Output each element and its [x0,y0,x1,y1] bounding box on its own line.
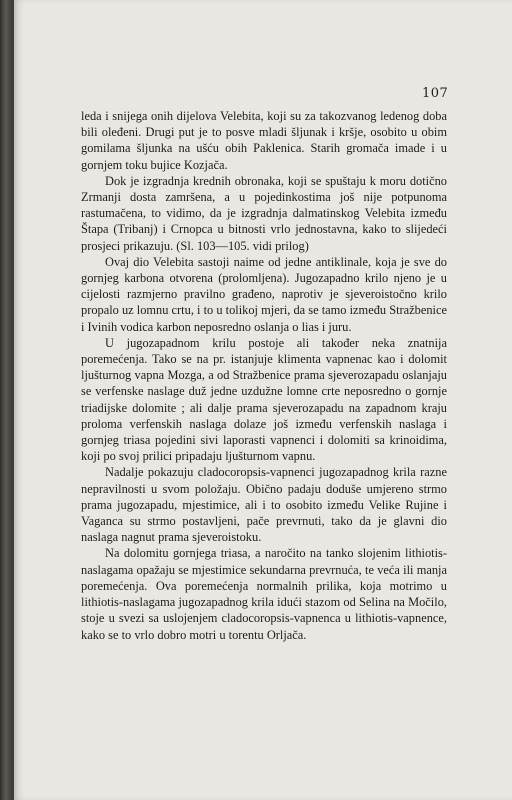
paragraph-3: Ovaj dio Velebita sastoji naime od jedne antiklinale, koja je sve do gornjeg karbona otvorena (prolomljena). Jugozapadno krilo njeno je u cijelosti razmjerno pravilno građeno, naprotiv je sjeveroistočno krilo propalo uz lomnu crtu, i to u tolikoj mjeri, da se tamo između Stražbenice i Ivinih vodica karbon neposredno oslanja o lias i juru. [81,254,447,334]
paragraph-4: U jugozapadnom krilu postoje ali također neka znatnija poremećenja. Tako se na pr. istanjuje klimenta vapnenac kao i dolomit ljušturnog vapna Mozga, a od Stražbenice prama sjeverozapadu oslanjaju se verfenske naslage duž jedne uzdužne lomne crte neposredno o gornje triadijske dolomite ; ali dalje prama sjeverozapadu na zapadnom kraju proloma verfenskih naslaga dolaze još između verfenskih naslaga i gornjeg triasa pojedini sivi laporasti vapnenci i dolomiti sa krinoidima, koji po svoj prilici pripadaju ljušturnom vapnu. [81,335,447,464]
paragraph-5: Nadalje pokazuju cladocoropsis-vapnenci jugozapadnog krila razne nepravilnosti u svom položaju. Obično padaju doduše umjereno strmo prama jugozapadu, mjestimice, ali i to osobito između Velike Rujine i Vaganca su strmo postavljeni, pače prevrnuti, tako da je glavni dio naslaga nagnut prama sjeveroistoku. [81,465,447,545]
paragraph-2: Dok je izgradnja krednih obronaka, koji se spuštaju k moru dotično Zrmanji dosta zamršena, a u pojedinkostima još nije potpunoma rastumačena, to vidimo, da je izgradnja dalmatinskog Velebita između Štapa (Tribanj) i Crnopca u bitnosti vrlo jednostavna, kako to slijedeći prosjeci prikazuju. (Sl. 103—105. vidi prilog) [81,173,447,253]
page-number: 107 [422,86,449,101]
book-page [14,0,512,800]
body-text [81,108,447,643]
paragraph-6: Na dolomitu gornjega triasa, a naročito na tanko slojenim lithiotis-naslagama opažaju se mjestimice sekundarna prevrnuća, te veća ili manja poremećenja. Ova poremećenja normalnih prilika, koja motrimo u lithiotis-naslagama jugozapadnog krila idući stazom od Selina na Močilo, stoje u svezi sa uslojenjem cladocoropsis-vapnenca u lithiotis-vapnence, kako se to vrlo dobro motri u torentu Orljača. [81,546,447,642]
paragraph-1: leda i snijega onih dijelova Velebita, koji su za takozvanog ledenog doba bili oleđeni. Drugi put je to posve mladi šljunak i kršje, osobito u obim gomilama šljunka na ušću obih Paklenica. Starih gromača imade i u gornjem toku bujice Kozjača. [81,109,447,172]
